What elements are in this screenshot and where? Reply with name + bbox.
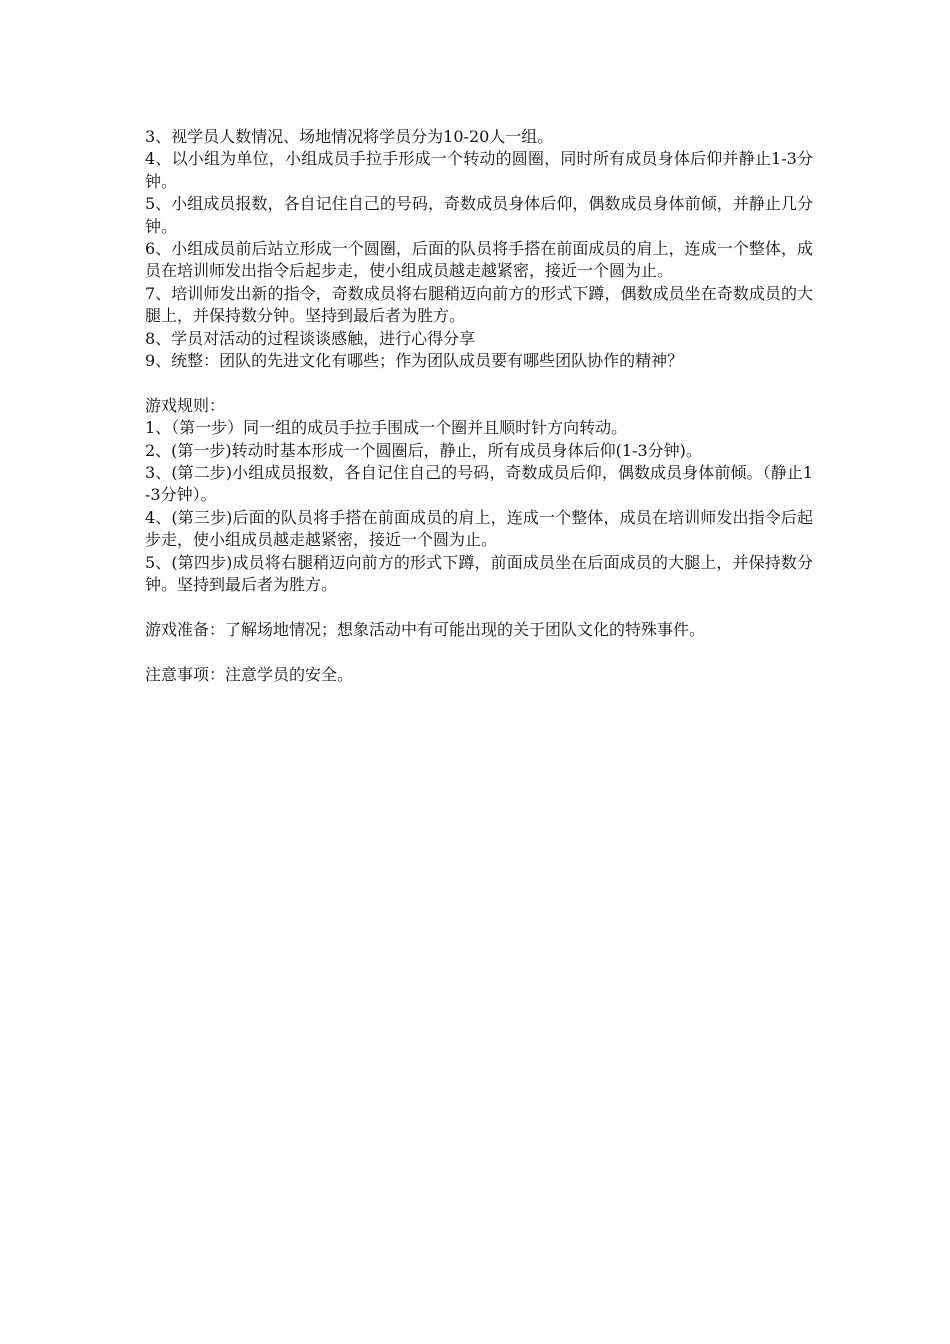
rule-item: 4、(第三步)后面的队员将手搭在前面成员的肩上，连成一个整体，成员在培训师发出指令后起步走，使小组成员越走越紧密，接近一个圆为止。 — [145, 507, 813, 550]
document-page — [145, 126, 813, 686]
blank-line — [145, 597, 813, 619]
step-paragraph: 6、小组成员前后站立形成一个圆圈，后面的队员将手搭在前面成员的肩上，连成一个整体，成员在培训师发出指令后起步走，使小组成员越走越紧密，接近一个圆为止。 — [145, 239, 813, 281]
safety-notes: 注意事项：注意学员的安全。 — [145, 664, 354, 684]
step-paragraph: 9、统整：团队的先进文化有哪些；作为团队成员要有哪些团队协作的精神？ — [145, 351, 684, 371]
game-preparation: 游戏准备：了解场地情况；想象活动中有可能出现的关于团队文化的特殊事件。 — [145, 619, 706, 639]
rule-item: 5、(第四步)成员将右腿稍迈向前方的形式下蹲，前面成员坐在后面成员的大腿上，并保持数分钟。坚持到最后者为胜方。 — [145, 552, 813, 595]
game-rules — [145, 395, 813, 597]
step-paragraph: 4、以小组为单位，小组成员手拉手形成一个转动的圆圈，同时所有成员身体后仰并静止1-3分钟。 — [145, 149, 813, 191]
step-paragraph: 8、学员对活动的过程谈谈感触，进行心得分享 — [145, 328, 476, 348]
activity-steps — [145, 126, 813, 372]
rule-item: 2、(第一步)转动时基本形成一个圆圈后，静止，所有成员身体后仰(1-3分钟)。 — [145, 440, 702, 460]
rules-heading: 游戏规则： — [145, 395, 226, 415]
rule-item: 1、（第一步）同一组的成员手拉手围成一个圈并且顺时针方向转动。 — [145, 418, 628, 438]
step-paragraph: 5、小组成员报数，各自记住自己的号码，奇数成员身体后仰，偶数成员身体前倾，并静止几分钟。 — [145, 194, 813, 236]
step-paragraph: 3、视学员人数情况、场地情况将学员分为10-20人一组。 — [145, 127, 554, 146]
rule-item: 3、(第二步)小组成员报数，各自记住自己的号码，奇数成员后仰，偶数成员身体前倾。（静止1-3分钟）。 — [145, 463, 813, 505]
blank-line — [145, 641, 813, 663]
blank-line — [145, 372, 813, 394]
step-paragraph: 7、培训师发出新的指令，奇数成员将右腿稍迈向前方的形式下蹲，偶数成员坐在奇数成员的大腿上，并保持数分钟。坚持到最后者为胜方。 — [145, 283, 813, 326]
